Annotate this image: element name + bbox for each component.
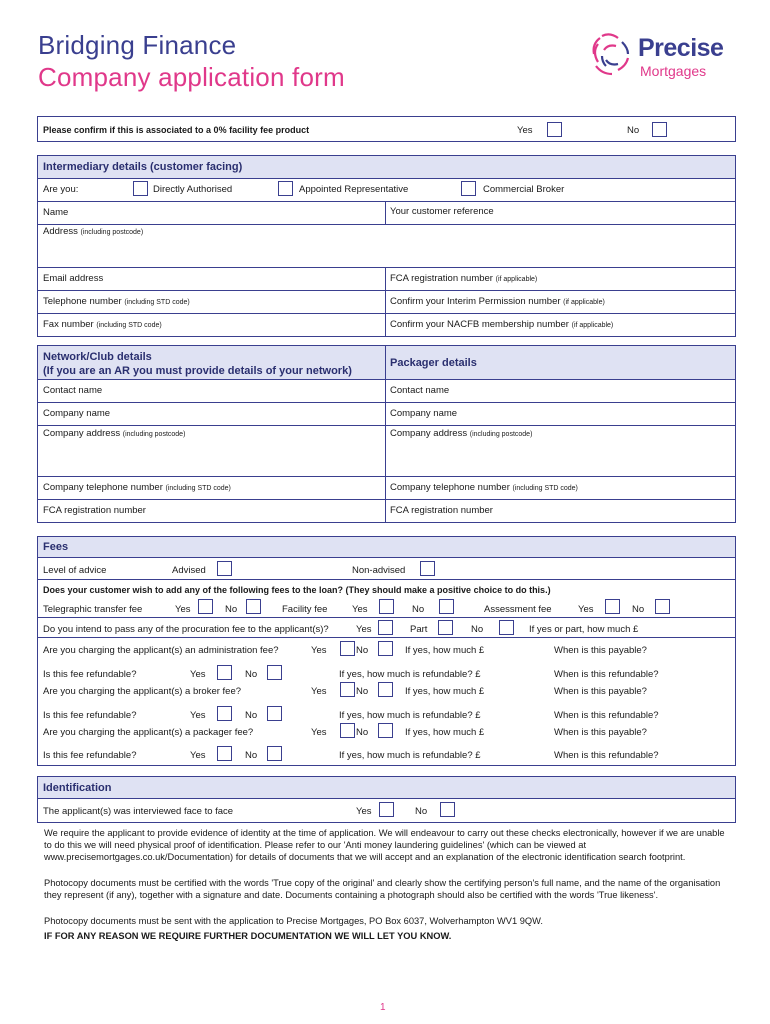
telephone-note: (including STD code)	[124, 299, 190, 306]
admin-no-checkbox[interactable]	[378, 641, 393, 656]
id-paragraph-4: IF FOR ANY REASON WE REQUIRE FURTHER DOCUMENTATION WE WILL LET YOU KNOW.	[44, 931, 452, 941]
advised-checkbox[interactable]	[217, 561, 232, 576]
packager-telephone-field[interactable]	[390, 482, 578, 493]
procuration-question: Do you intend to pass any of the procuration fee to the applicant(s)?	[43, 624, 329, 635]
commercial-broker-label: Commercial Broker	[483, 184, 565, 195]
telephone-label: Telephone number	[43, 296, 122, 307]
packager-amount-field[interactable]: If yes, how much £	[405, 727, 485, 738]
network-section	[37, 345, 736, 523]
address-note: (including postcode)	[80, 229, 144, 236]
network-telephone-field[interactable]	[43, 482, 231, 493]
address-label: Address	[43, 226, 78, 237]
broker-yes-label: Yes	[311, 686, 327, 697]
network-fca-field[interactable]: FCA registration number	[43, 505, 146, 516]
broker-yes-checkbox[interactable]	[340, 682, 355, 697]
commercial-broker-checkbox[interactable]	[461, 181, 476, 196]
interviewed-label: The applicant(s) was interviewed face to face	[43, 806, 234, 817]
interim-label: Confirm your Interim Permission number	[390, 296, 561, 307]
nacfb-label: Confirm your NACFB membership number	[390, 319, 569, 330]
assessment-no-checkbox[interactable]	[655, 599, 670, 614]
page-number: 1	[380, 1002, 386, 1013]
fca-label: FCA registration number	[390, 273, 493, 284]
telegraphic-no-label: No	[225, 604, 238, 615]
assessment-no-label: No	[632, 604, 645, 615]
packager-address-label: Company address	[390, 428, 468, 439]
telegraphic-yes-checkbox[interactable]	[198, 599, 213, 614]
facility-fee-box	[37, 116, 736, 142]
procuration-no-checkbox[interactable]	[499, 620, 514, 635]
telegraphic-no-checkbox[interactable]	[246, 599, 261, 614]
packager-payable-field[interactable]: When is this payable?	[554, 727, 647, 738]
broker-refund-yes-checkbox[interactable]	[217, 706, 232, 721]
network-header	[38, 346, 735, 380]
intermediary-header	[38, 156, 735, 179]
network-subheading: (If you are an AR you must provide details of your network)	[43, 365, 352, 377]
fax-label: Fax number	[43, 319, 94, 330]
network-address-field[interactable]	[43, 428, 185, 439]
admin-refund-no-checkbox[interactable]	[267, 665, 282, 680]
network-company-field[interactable]: Company name	[43, 408, 111, 419]
fca-registration-field[interactable]	[390, 273, 537, 284]
level-of-advice-label: Level of advice	[43, 565, 107, 576]
broker-payable-field[interactable]: When is this payable?	[554, 686, 647, 697]
id-paragraph-2: Photocopy documents must be certified with the words 'True copy of the original' and clearly show the certifying person's full name, and the name of the organisation they represent (if any), together with a signature and date. Documents containing a photograph should also be certified with the words 'True likeness'.	[44, 878, 721, 900]
packager-refund-amount-field[interactable]: If yes, how much is refundable? £	[339, 750, 481, 761]
logo-mortgages-text: Mortgages	[640, 63, 707, 79]
admin-yes-checkbox[interactable]	[340, 641, 355, 656]
network-contact-field[interactable]: Contact name	[43, 385, 103, 396]
admin-refund-yes-label: Yes	[190, 669, 206, 680]
facility-yes-label: Yes	[517, 125, 533, 136]
appointed-representative-checkbox[interactable]	[278, 181, 293, 196]
packager-fca-field[interactable]: FCA registration number	[390, 505, 493, 516]
admin-amount-field[interactable]: If yes, how much £	[405, 645, 485, 656]
admin-refund-amount-field[interactable]: If yes, how much is refundable? £	[339, 669, 481, 680]
interviewed-no-label: No	[415, 806, 428, 817]
packager-no-checkbox[interactable]	[378, 723, 393, 738]
facility-no-checkbox[interactable]	[652, 122, 667, 137]
facility-fee-yes-checkbox[interactable]	[379, 599, 394, 614]
admin-no-label: No	[356, 645, 369, 656]
packager-yes-label: Yes	[311, 727, 327, 738]
form-subtitle: Company application form	[38, 62, 345, 92]
form-title: Bridging Finance	[38, 30, 237, 60]
packager-refund-no-label: No	[245, 750, 258, 761]
network-telephone-note: (including STD code)	[165, 485, 231, 492]
assessment-fee-label: Assessment fee	[484, 604, 552, 615]
intermediary-heading: Intermediary details (customer facing)	[43, 161, 243, 173]
id-paragraph-1: We require the applicant to provide evidence of identity at the time of application. We will endeavour to carry out these checks electronically, however if we are unable to do this we will need physical proof of identification. Please refer to our 'Anti money laundering guidelines' (which can be viewed at www.precisemortgages.co.uk/Documentation) for details of documents that we will accept and an explanation of the electronic identification search footprint.	[44, 828, 725, 862]
packager-fee-question: Are you charging the applicant(s) a packager fee?	[43, 727, 254, 738]
directly-authorised-label: Directly Authorised	[153, 184, 233, 195]
nacfb-field[interactable]	[390, 319, 613, 330]
packager-refund-yes-label: Yes	[190, 750, 206, 761]
fees-heading: Fees	[43, 541, 69, 553]
telephone-field[interactable]	[43, 296, 190, 307]
admin-payable-field[interactable]: When is this payable?	[554, 645, 647, 656]
identification-header	[38, 777, 735, 799]
name-field[interactable]: Name	[43, 207, 69, 218]
procuration-part-checkbox[interactable]	[438, 620, 453, 635]
facility-question: Please confirm if this is associated to a 0% facility fee product	[43, 125, 310, 135]
nacfb-note: (if applicable)	[571, 322, 614, 329]
broker-refund-yes-label: Yes	[190, 710, 206, 721]
packager-company-field[interactable]: Company name	[390, 408, 458, 419]
facility-fee-yes-label: Yes	[352, 604, 368, 615]
advised-label: Advised	[172, 565, 206, 576]
interviewed-no-checkbox[interactable]	[440, 802, 455, 817]
admin-refund-no-label: No	[245, 669, 258, 680]
procuration-no-label: No	[471, 624, 484, 635]
assessment-yes-checkbox[interactable]	[605, 599, 620, 614]
interviewed-yes-checkbox[interactable]	[379, 802, 394, 817]
fees-header	[38, 537, 735, 558]
packager-address-field[interactable]	[390, 428, 532, 439]
customer-reference-field[interactable]: Your customer reference	[390, 206, 494, 217]
admin-fee-question: Are you charging the applicant(s) an administration fee?	[43, 645, 279, 656]
fax-field[interactable]	[43, 319, 162, 330]
interim-note: (if applicable)	[563, 299, 605, 306]
packager-refund-no-checkbox[interactable]	[267, 746, 282, 761]
telegraphic-label: Telegraphic transfer fee	[43, 604, 143, 615]
facility-no-label: No	[627, 125, 640, 136]
interviewed-yes-label: Yes	[356, 806, 372, 817]
directly-authorised-checkbox[interactable]	[133, 181, 148, 196]
packager-when-refundable-field[interactable]: When is this refundable?	[554, 750, 659, 761]
broker-fee-question: Are you charging the applicant(s) a broker fee?	[43, 686, 242, 697]
fees-question: Does your customer wish to add any of the following fees to the loan? (They should make a positive choice to do this.)	[43, 585, 551, 595]
admin-yes-label: Yes	[311, 645, 327, 656]
non-advised-checkbox[interactable]	[420, 561, 435, 576]
packager-telephone-note: (including STD code)	[512, 485, 578, 492]
fca-note: (if applicable)	[495, 276, 538, 283]
network-heading: Network/Club details	[43, 351, 152, 363]
packager-heading: Packager details	[390, 357, 477, 369]
broker-when-refundable-field[interactable]: When is this refundable?	[554, 710, 659, 721]
intermediary-section	[37, 155, 736, 337]
packager-refund-yes-checkbox[interactable]	[217, 746, 232, 761]
logo-precise-text: Precise	[638, 34, 724, 62]
packager-yes-checkbox[interactable]	[340, 723, 355, 738]
procuration-yes-checkbox[interactable]	[378, 620, 393, 635]
broker-refund-no-label: No	[245, 710, 258, 721]
broker-no-label: No	[356, 686, 369, 697]
assessment-yes-label: Yes	[578, 604, 594, 615]
facility-fee-no-checkbox[interactable]	[439, 599, 454, 614]
broker-no-checkbox[interactable]	[378, 682, 393, 697]
packager-contact-field[interactable]: Contact name	[390, 385, 450, 396]
identification-heading: Identification	[43, 782, 112, 794]
packager-no-label: No	[356, 727, 369, 738]
identification-section	[37, 776, 736, 823]
network-telephone-label: Company telephone number	[43, 482, 163, 493]
id-paragraph-3: Photocopy documents must be sent with the application to Precise Mortgages, PO Box 6037, Wolverhampton WV1 9QW.	[44, 916, 544, 926]
facility-yes-checkbox[interactable]	[547, 122, 562, 137]
broker-refundable-label: Is this fee refundable?	[43, 710, 137, 721]
broker-refund-amount-field[interactable]: If yes, how much is refundable? £	[339, 710, 481, 721]
network-address-note: (including postcode)	[122, 431, 186, 438]
procuration-part-label: Part	[410, 624, 428, 635]
broker-amount-field[interactable]: If yes, how much £	[405, 686, 485, 697]
admin-refund-yes-checkbox[interactable]	[217, 665, 232, 680]
email-field[interactable]: Email address	[43, 273, 104, 284]
address-field[interactable]	[43, 226, 143, 237]
packager-telephone-label: Company telephone number	[390, 482, 510, 493]
facility-fee-label: Facility fee	[282, 604, 328, 615]
packager-refundable-label: Is this fee refundable?	[43, 750, 137, 761]
are-you-label: Are you:	[43, 184, 79, 195]
network-address-label: Company address	[43, 428, 121, 439]
packager-address-note: (including postcode)	[469, 431, 533, 438]
appointed-representative-label: Appointed Representative	[299, 184, 409, 195]
admin-when-refundable-field[interactable]: When is this refundable?	[554, 669, 659, 680]
telegraphic-yes-label: Yes	[175, 604, 191, 615]
procuration-amount-field[interactable]: If yes or part, how much £	[529, 624, 639, 635]
fees-section	[37, 536, 736, 766]
non-advised-label: Non-advised	[352, 565, 406, 576]
broker-refund-no-checkbox[interactable]	[267, 706, 282, 721]
fax-note: (including STD code)	[96, 322, 162, 329]
facility-fee-no-label: No	[412, 604, 425, 615]
procuration-yes-label: Yes	[356, 624, 372, 635]
admin-refundable-label: Is this fee refundable?	[43, 669, 137, 680]
interim-permission-field[interactable]	[390, 296, 605, 307]
